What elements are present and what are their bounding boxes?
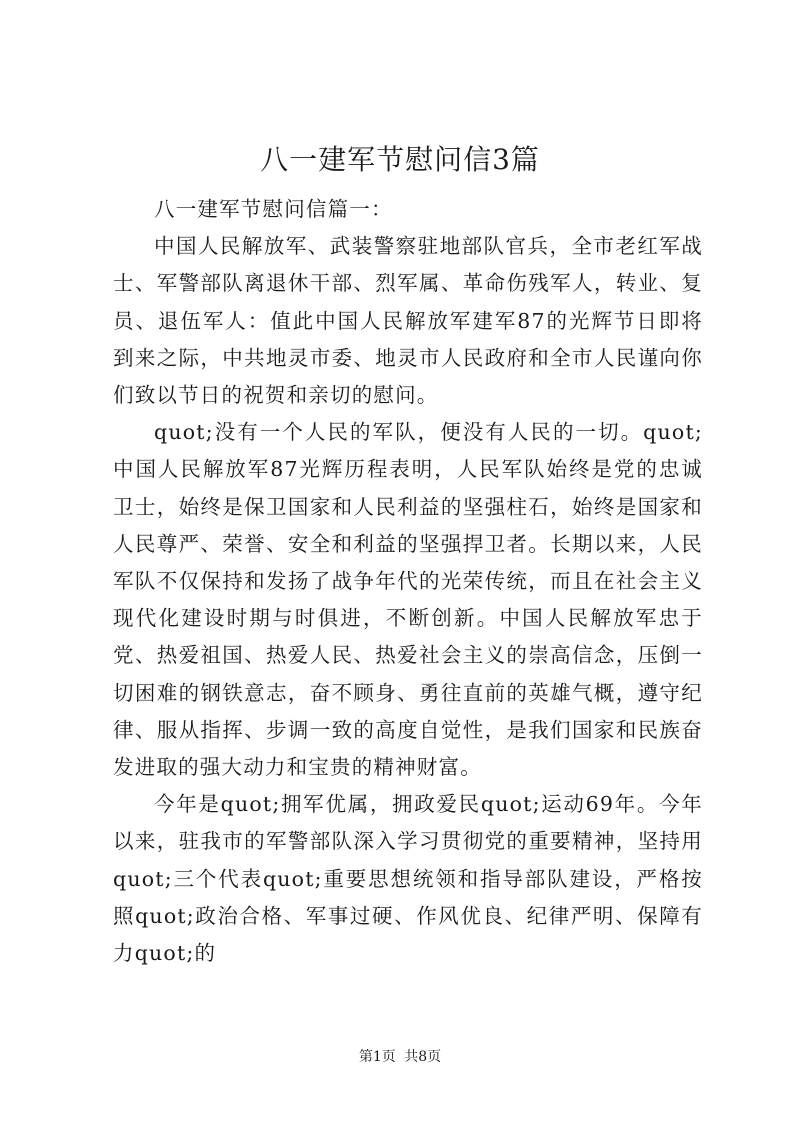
section-heading: 八一建军节慰问信篇一： (154, 197, 393, 221)
page-footer (0, 1047, 800, 1067)
paragraph-1: 中国人民解放军、武装警察驻地部队官兵，全市老红军战士、军警部队离退休干部、烈军属、革命伤残军人，转业、复员、退伍军人：值此中国人民解放军建军87的光辉节日即将到来之际，中共地灵市委、地灵市人民政府和全市人民谨向你们致以节日的祝贺和亲切的慰问。 (113, 234, 703, 408)
document-body (113, 191, 703, 972)
paragraph-3: 今年是quot;拥军优属，拥政爱民quot;运动69年。今年以来，驻我市的军警部队深入学习贯彻党的重要精神，坚持用quot;三个代表quot;重要思想统领和指导部队建设，严格按照quot;政治合格、军事过硬、作风优良、纪律严明、保障有力quot;的 (113, 792, 703, 966)
page-title: 八一建军节慰问信3篇 (260, 143, 540, 176)
paragraph-2: quot;没有一个人民的军队，便没有人民的一切。quot;中国人民解放军87光辉历程表明，人民军队始终是党的忠诚卫士，始终是保卫国家和人民利益的坚强柱石，始终是国家和人民尊严、荣誉、安全和利益的坚强捍卫者。长期以来，人民军队不仅保持和发扬了战争年代的光荣传统，而且在社会主义现代化建设时期与时俱进，不断创新。中国人民解放军忠于党、热爱祖国、热爱人民、热爱社会主义的崇高信念，压倒一切困难的钢铁意志，奋不顾身、勇往直前的英雄气概，遵守纪律、服从指挥、步调一致的高度自觉性，是我们国家和民族奋发进取的强大动力和宝贵的精神财富。 (113, 420, 703, 780)
page-number: 第1页 (358, 1049, 396, 1065)
page-total: 共8页 (404, 1049, 442, 1065)
